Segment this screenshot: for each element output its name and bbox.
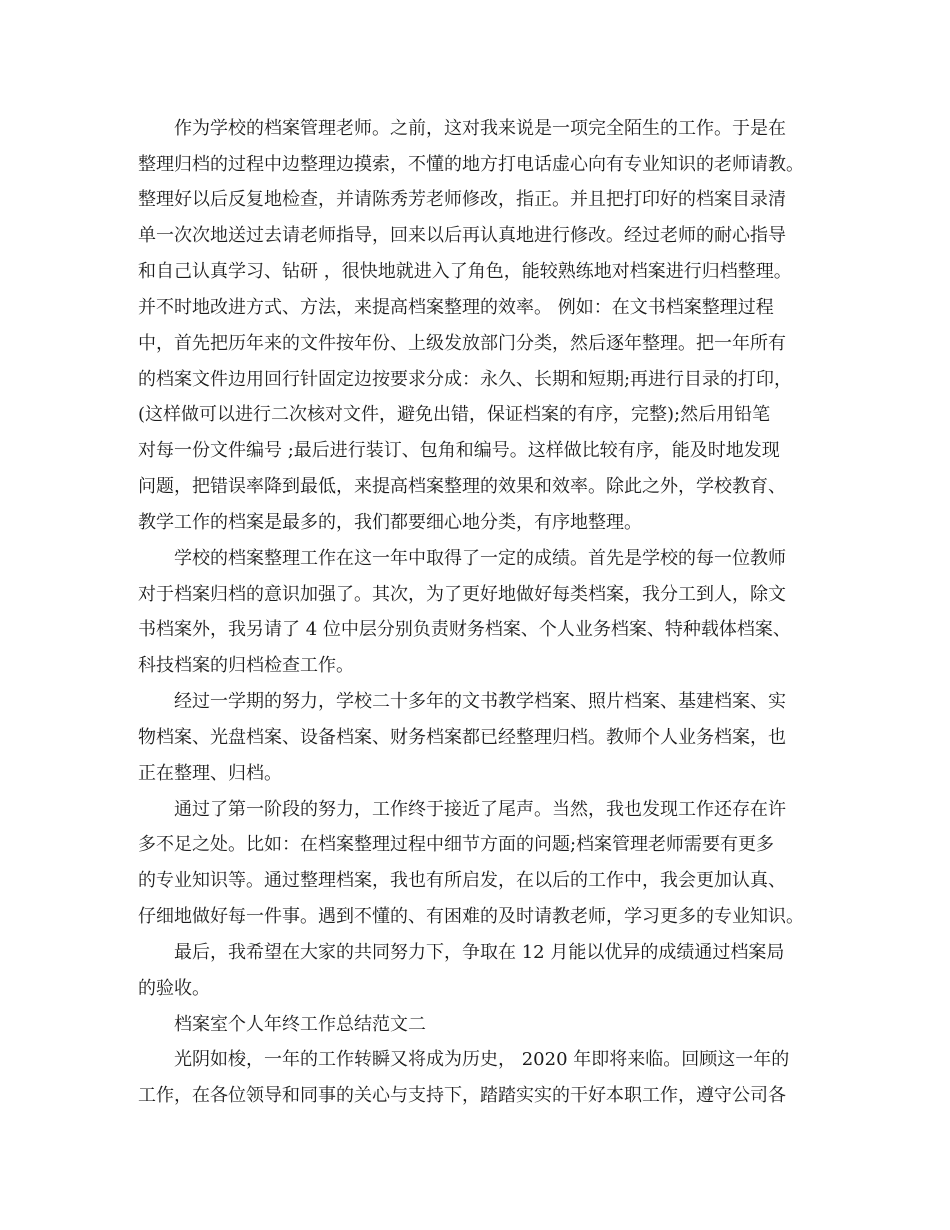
text-line: 问题，把错误率降到最低，来提高档案整理的效果和效率。除此之外，学校教育、	[138, 476, 786, 497]
text-line: 多不足之处。比如：在档案整理过程中细节方面的问题;档案管理老师需要有更多	[138, 834, 775, 855]
text-line: 学校的档案整理工作在这一年中取得了一定的成绩。首先是学校的每一位教师	[174, 548, 786, 569]
text-line: 对每一份文件编号 ;最后进行装订、包角和编号。这样做比较有序，能及时地发现	[138, 440, 780, 461]
text-line: 作为学校的档案管理老师。之前，这对我来说是一项完全陌生的工作。于是在	[174, 118, 786, 139]
text-line: 和自己认真学习、钻研 ，很快地就进入了角色，能较熟练地对档案进行归档整理。	[138, 261, 792, 282]
text-line: 教学工作的档案是最多的，我们都要细心地分类，有序地整理。	[138, 512, 642, 533]
text-line: 书档案外，我另请了 4 位中层分别负责财务档案、个人业务档案、特种载体档案、	[138, 619, 791, 640]
text-line: 物档案、光盘档案、设备档案、财务档案都已经整理归档。教师个人业务档案，也	[138, 727, 786, 748]
text-line: 正在整理、归档。	[138, 763, 282, 784]
text-line: 的专业知识等。通过整理档案，我也有所启发，在以后的工作中，我会更加认真、	[138, 870, 786, 891]
section-heading: 档案室个人年终工作总结范文二	[174, 1014, 426, 1035]
text-line: 仔细地做好每一件事。遇到不懂的、有困难的及时请教老师，学习更多的专业知识。	[138, 906, 804, 927]
text-line: 光阴如梭，一年的工作转瞬又将成为历史， 2020 年即将来临。回顾这一年的	[174, 1049, 790, 1070]
text-line: 单一次次地送过去请老师指导，回来以后再认真地进行修改。经过老师的耐心指导	[138, 225, 786, 246]
text-line: 整理归档的过程中边整理边摸索，不懂的地方打电话虚心向有专业知识的老师请教。	[138, 154, 804, 175]
text-line: 整理好以后反复地检查，并请陈秀芳老师修改，指正。并且把打印好的档案目录清	[138, 189, 786, 210]
text-line: 并不时地改进方式、方法，来提高档案整理的效率。 例如：在文书档案整理过程	[138, 297, 774, 318]
text-line: 最后，我希望在大家的共同努力下，争取在 12 月能以优异的成绩通过档案局	[174, 942, 785, 963]
text-line: 的验收。	[138, 978, 210, 999]
text-line: 的档案文件边用回行针固定边按要求分成：永久、长期和短期;再进行目录的打印，	[138, 369, 793, 390]
text-line: 通过了第一阶段的努力，工作终于接近了尾声。当然，我也发现工作还存在许	[174, 799, 786, 820]
text-line: 科技档案的归档检查工作。	[138, 655, 354, 676]
text-line: 对于档案归档的意识加强了。其次，为了更好地做好每类档案，我分工到人，除文	[138, 584, 786, 605]
text-line: 中，首先把历年来的文件按年份、上级发放部门分类，然后逐年整理。把一年所有	[138, 333, 786, 354]
text-line: 工作，在各位领导和同事的关心与支持下，踏踏实实的干好本职工作，遵守公司各	[138, 1085, 786, 1106]
text-line: (这样做可以进行二次核对文件，避免出错，保证档案的有序，完整);然后用铅笔	[138, 404, 771, 425]
text-line: 经过一学期的努力，学校二十多年的文书教学档案、照片档案、基建档案、实	[174, 691, 786, 712]
